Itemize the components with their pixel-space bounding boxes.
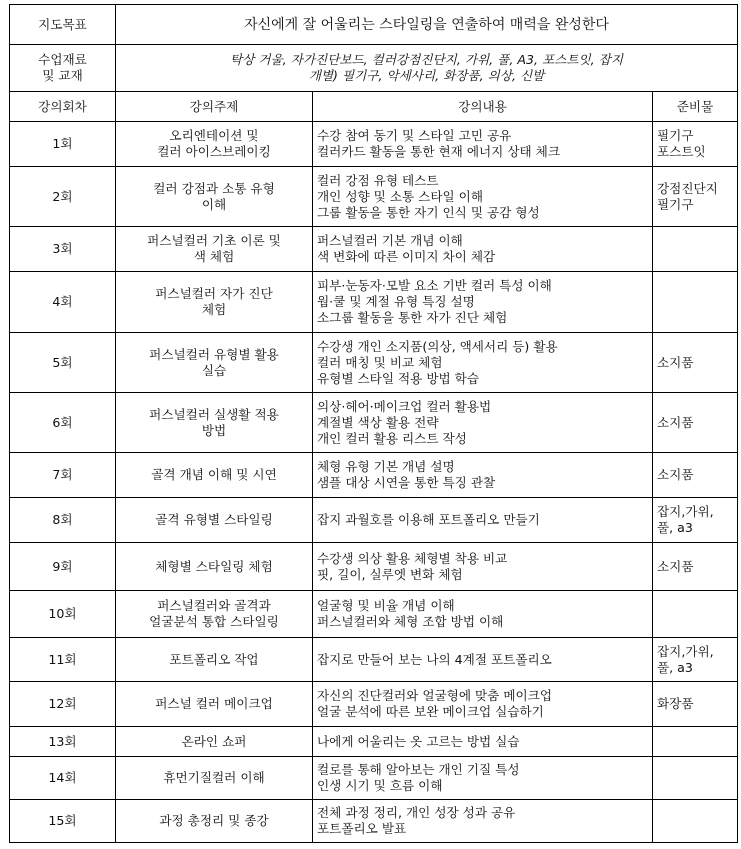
- session-supplies: [653, 757, 738, 800]
- materials-label: 수업재료 및 교재: [10, 45, 116, 92]
- session-number: 11회: [10, 638, 116, 682]
- session-number: 1회: [10, 122, 116, 167]
- session-content: 잡지로 만들어 보는 나의 4계절 포트폴리오: [313, 638, 653, 682]
- session-number: 10회: [10, 591, 116, 638]
- session-content: 수강 참여 동기 및 스타일 고민 공유 컬러카드 활동을 통한 현재 에너지 상태 체크: [313, 122, 653, 167]
- session-number: 9회: [10, 543, 116, 591]
- header-session: 강의회차: [10, 92, 116, 122]
- session-topic: 퍼스널컬러 유형별 활용 실습: [116, 333, 313, 393]
- session-content: 수강생 의상 활용 체형별 착용 비교 핏, 길이, 실루엣 변화 체험: [313, 543, 653, 591]
- table-row: [10, 543, 738, 591]
- header-content: 강의내용: [313, 92, 653, 122]
- session-topic: 퍼스널컬러 자가 진단 체험: [116, 272, 313, 333]
- session-number: 7회: [10, 453, 116, 498]
- session-supplies: [653, 591, 738, 638]
- table-row: [10, 333, 738, 393]
- header-topic: 강의주제: [116, 92, 313, 122]
- session-supplies: [653, 272, 738, 333]
- table-row: [10, 498, 738, 543]
- session-topic: 과정 총정리 및 종강: [116, 800, 313, 843]
- session-supplies: [653, 227, 738, 272]
- materials-row: [10, 45, 738, 92]
- session-number: 5회: [10, 333, 116, 393]
- session-supplies: 소지품: [653, 393, 738, 453]
- session-topic: 골격 개념 이해 및 시연: [116, 453, 313, 498]
- header-row: [10, 92, 738, 122]
- session-content: 컬러 강점 유형 테스트 개인 성향 및 소통 스타일 이해 그룹 활동을 통한 자기 인식 및 공감 형성: [313, 167, 653, 227]
- session-topic: 퍼스널컬러 실생활 적용 방법: [116, 393, 313, 453]
- session-content: 컬로를 통해 알아보는 개인 기질 특성 인생 시기 및 흐름 이해: [313, 757, 653, 800]
- session-content: 수강생 개인 소지품(의상, 액세서리 등) 활용 컬러 매칭 및 비교 체험 유형별 스타일 적용 방법 학습: [313, 333, 653, 393]
- table-row: [10, 757, 738, 800]
- session-content: 나에게 어울리는 옷 고르는 방법 실습: [313, 727, 653, 757]
- goal-row: [10, 5, 738, 45]
- session-number: 8회: [10, 498, 116, 543]
- session-supplies: 소지품: [653, 543, 738, 591]
- goal-text: 자신에게 잘 어울리는 스타일링을 연출하여 매력을 완성한다: [116, 5, 738, 45]
- session-content: 체형 유형 기본 개념 설명 샘플 대상 시연을 통한 특징 관찰: [313, 453, 653, 498]
- session-supplies: 화장품: [653, 682, 738, 727]
- table-row: [10, 167, 738, 227]
- session-content: 얼굴형 및 비율 개념 이해 퍼스널컬러와 체형 조합 방법 이해: [313, 591, 653, 638]
- table-row: [10, 682, 738, 727]
- materials-text: 탁상 거울, 자가진단보드, 컬러강점진단지, 가위, 풀, A3, 포스트잇, 잡지 개별) 필기구, 악세사리, 화장품, 의상, 신발: [116, 45, 738, 92]
- session-number: 15회: [10, 800, 116, 843]
- table-row: [10, 727, 738, 757]
- goal-label: 지도목표: [10, 5, 116, 45]
- session-number: 12회: [10, 682, 116, 727]
- session-topic: 오리엔테이션 및 컬러 아이스브레이킹: [116, 122, 313, 167]
- session-supplies: 소지품: [653, 333, 738, 393]
- session-content: 의상·헤어·메이크업 컬러 활용법 계절별 색상 활용 전략 개인 컬러 활용 리스트 작성: [313, 393, 653, 453]
- session-number: 2회: [10, 167, 116, 227]
- session-topic: 퍼스널컬러와 골격과 얼굴분석 통합 스타일링: [116, 591, 313, 638]
- session-supplies: 강점진단지 필기구: [653, 167, 738, 227]
- session-content: 퍼스널컬러 기본 개념 이해 색 변화에 따른 이미지 차이 체감: [313, 227, 653, 272]
- table-row: [10, 393, 738, 453]
- session-content: 피부·눈동자·모발 요소 기반 컬러 특성 이해 웜·쿨 및 계절 유형 특징 설명 소그룹 활동을 통한 자가 진단 체험: [313, 272, 653, 333]
- session-number: 13회: [10, 727, 116, 757]
- session-topic: 휴먼기질컬러 이해: [116, 757, 313, 800]
- session-topic: 온라인 쇼퍼: [116, 727, 313, 757]
- table-row: [10, 453, 738, 498]
- table-row: [10, 591, 738, 638]
- table-row: [10, 800, 738, 843]
- session-supplies: [653, 727, 738, 757]
- session-content: 잡지 과월호를 이용해 포트폴리오 만들기: [313, 498, 653, 543]
- session-topic: 골격 유형별 스타일링: [116, 498, 313, 543]
- session-supplies: 소지품: [653, 453, 738, 498]
- session-supplies: 잡지,가위, 풀, a3: [653, 638, 738, 682]
- table-row: [10, 227, 738, 272]
- session-number: 6회: [10, 393, 116, 453]
- session-topic: 컬러 강점과 소통 유형 이해: [116, 167, 313, 227]
- session-number: 14회: [10, 757, 116, 800]
- table-row: [10, 272, 738, 333]
- session-content: 자신의 진단컬러와 얼굴형에 맞춤 메이크업 얼굴 분석에 따른 보완 메이크업 실습하기: [313, 682, 653, 727]
- session-supplies: [653, 800, 738, 843]
- session-content: 전체 과정 정리, 개인 성장 성과 공유 포트폴리오 발표: [313, 800, 653, 843]
- session-supplies: 필기구 포스트잇: [653, 122, 738, 167]
- session-number: 4회: [10, 272, 116, 333]
- session-topic: 체형별 스타일링 체험: [116, 543, 313, 591]
- session-topic: 퍼스널컬러 기초 이론 및 색 체험: [116, 227, 313, 272]
- session-number: 3회: [10, 227, 116, 272]
- table-row: [10, 638, 738, 682]
- session-topic: 퍼스널 컬러 메이크업: [116, 682, 313, 727]
- session-supplies: 잡지,가위, 풀, a3: [653, 498, 738, 543]
- header-supplies: 준비물: [653, 92, 738, 122]
- table-row: [10, 122, 738, 167]
- session-topic: 포트폴리오 작업: [116, 638, 313, 682]
- curriculum-table: [9, 4, 738, 843]
